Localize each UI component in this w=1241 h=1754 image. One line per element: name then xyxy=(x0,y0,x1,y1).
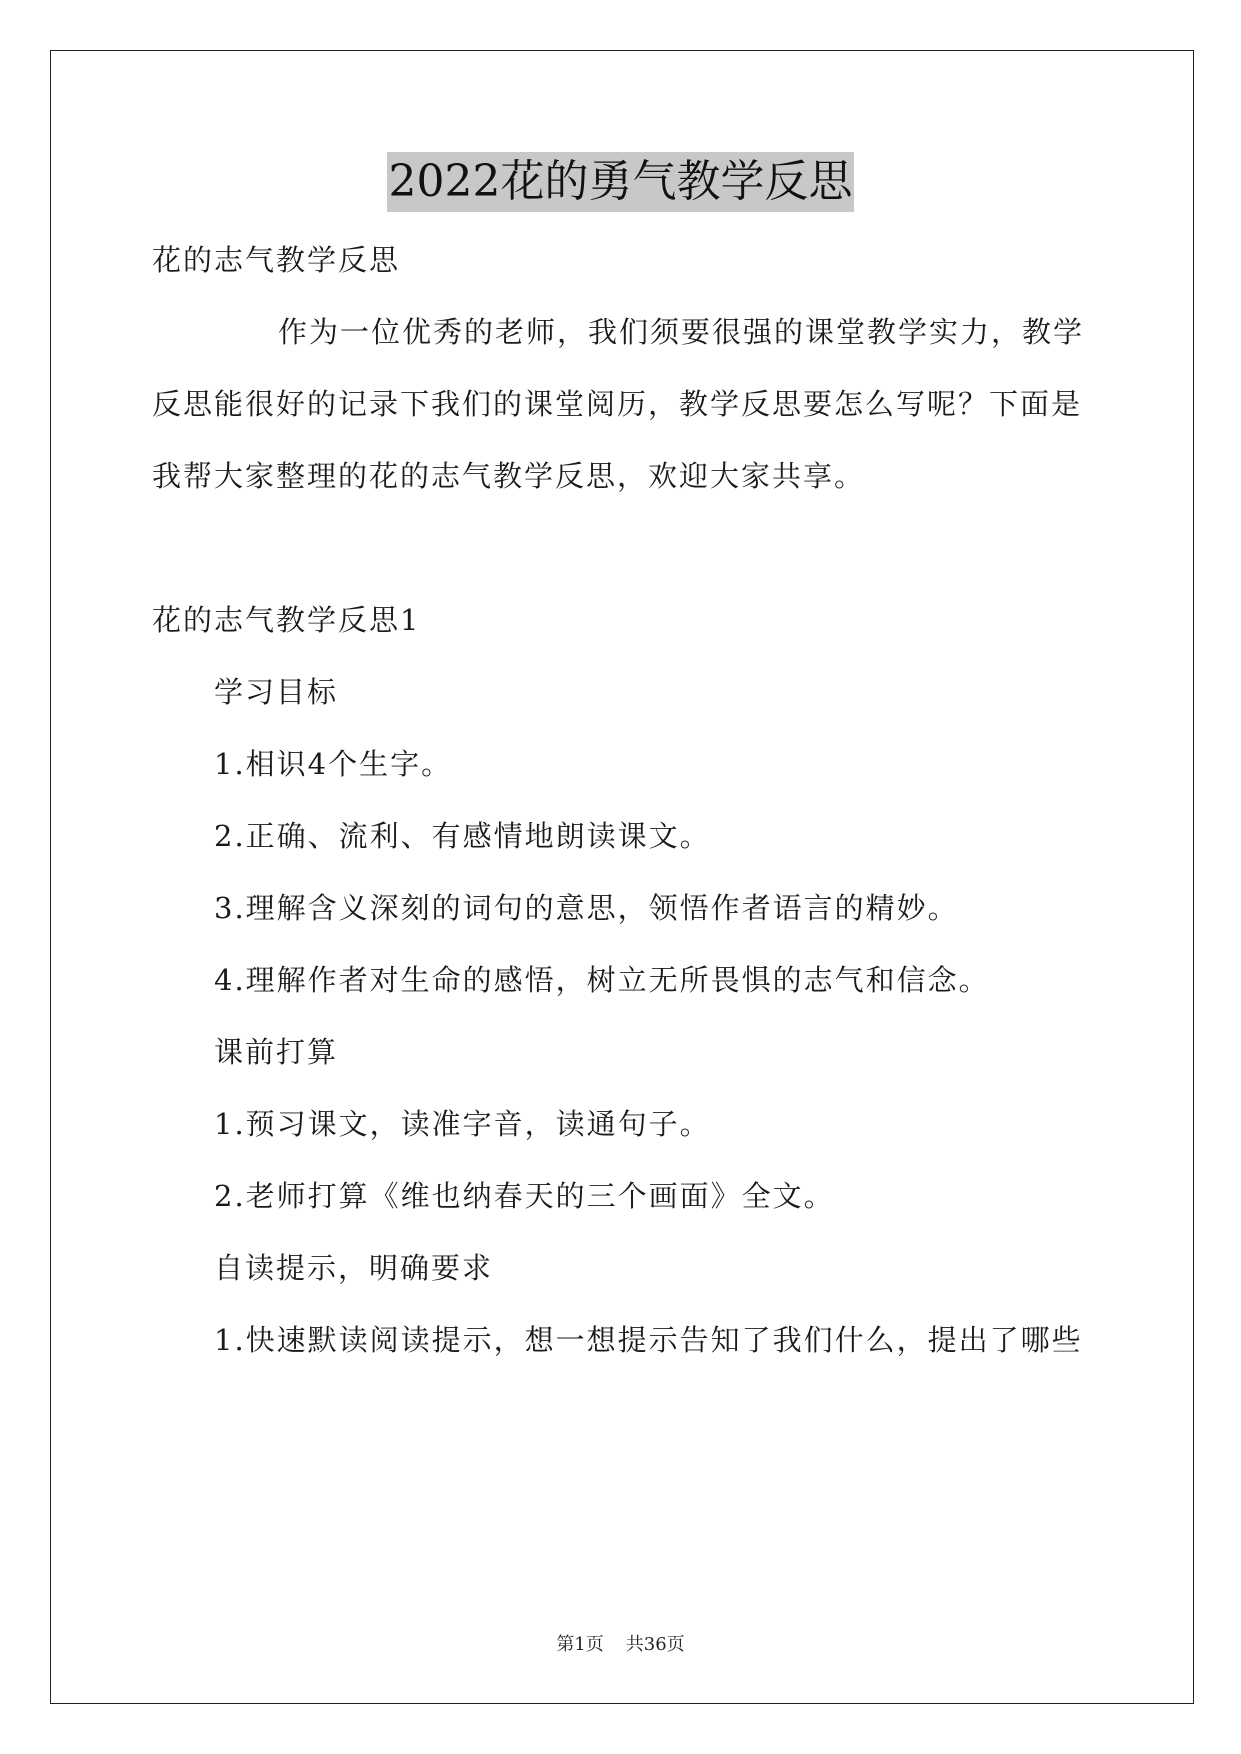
selfread-item-1: 1.快速默读阅读提示，想一想提示告知了我们什么，提出了哪些 xyxy=(214,1323,1083,1357)
title-container xyxy=(0,152,1241,212)
page-border xyxy=(50,50,1194,1704)
goal-item-3: 3.理解含义深刻的词句的意思，领悟作者语言的精妙。 xyxy=(214,891,959,925)
page-footer xyxy=(0,1630,1241,1656)
selfread-heading: 自读提示，明确要求 xyxy=(214,1251,494,1285)
goal-item-4: 4.理解作者对生命的感悟，树立无所畏惧的志气和信念。 xyxy=(214,963,990,997)
goal-item-2: 2.正确、流利、有感情地朗读课文。 xyxy=(214,819,711,853)
goal-item-1: 1.相识4个生字。 xyxy=(214,747,453,781)
intro-line-3: 我帮大家整理的花的志气教学反思，欢迎大家共享。 xyxy=(152,459,866,493)
page-number: 第1页 xyxy=(556,1634,604,1655)
goals-heading: 学习目标 xyxy=(214,675,339,709)
section-heading: 花的志气教学反思1 xyxy=(152,603,421,637)
page-total: 共36页 xyxy=(625,1634,685,1655)
intro-line-2: 反思能很好的记录下我们的课堂阅历，教学反思要怎么写呢？下面是 xyxy=(152,387,1083,421)
prep-item-2: 2.老师打算《维也纳春天的三个画面》全文。 xyxy=(214,1179,835,1213)
prep-heading: 课前打算 xyxy=(214,1035,339,1069)
prep-item-1: 1.预习课文，读准字音，读通句子。 xyxy=(214,1107,711,1141)
intro-line-1: 作为一位优秀的老师，我们须要很强的课堂教学实力，教学 xyxy=(278,315,1085,349)
document-subtitle: 花的志气教学反思 xyxy=(152,243,401,277)
document-title: 2022花的勇气教学反思 xyxy=(387,152,855,212)
